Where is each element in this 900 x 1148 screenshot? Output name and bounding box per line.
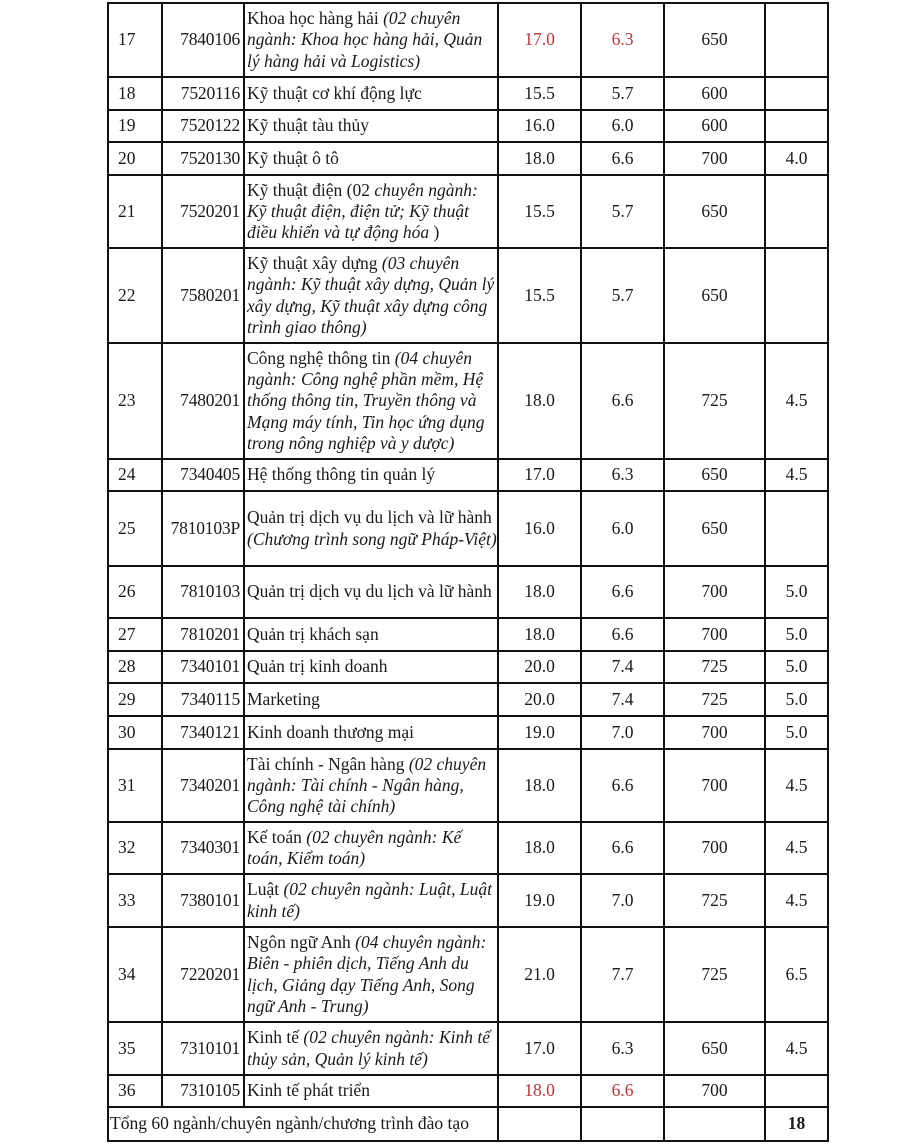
major-code: 7310105 <box>162 1075 244 1107</box>
major-detail: (02 chuyên ngành: Tài chính - Ngân hàng, Công nghệ tài chính) <box>247 753 487 817</box>
major-name: Quản trị khách sạn <box>247 623 379 644</box>
score-4: 4.5 <box>765 1022 828 1075</box>
major-detail: (Chương trình song ngữ Pháp-Việt) <box>247 528 497 549</box>
major-name-cell <box>244 874 498 927</box>
major-detail: (02 chuyên ngành: Kế toán, Kiểm toán) <box>247 826 462 868</box>
major-detail: (02 chuyên ngành: Kinh tế thủy sản, Quản lý kinh tế) <box>247 1027 491 1069</box>
score-1: 20.0 <box>498 683 581 716</box>
row-number: 34 <box>108 927 162 1022</box>
score-4: 6.5 <box>765 927 828 1022</box>
table-row <box>108 110 828 142</box>
row-number: 32 <box>108 822 162 874</box>
score-2: 7.7 <box>581 927 664 1022</box>
row-number: 36 <box>108 1075 162 1107</box>
score-2: 6.6 <box>581 749 664 822</box>
major-detail: (02 chuyên ngành: Luật, Luật kinh tế) <box>247 879 492 921</box>
table-row <box>108 874 828 927</box>
major-name-cell <box>244 77 498 110</box>
score-4: 4.5 <box>765 749 828 822</box>
major-code: 7340115 <box>162 683 244 716</box>
major-name-cell <box>244 749 498 822</box>
score-1: 18.0 <box>498 618 581 651</box>
score-1: 16.0 <box>498 110 581 142</box>
score-1: 17.0 <box>498 459 581 491</box>
table-row <box>108 142 828 175</box>
major-detail: (04 chuyên ngành: Biên - phiên dịch, Tiếng Anh du lịch, Giảng dạy Tiếng Anh, Song ngữ Anh - Trung) <box>247 932 487 1016</box>
score-3: 700 <box>664 1075 765 1107</box>
score-1: 19.0 <box>498 716 581 749</box>
major-name: Kế toán <box>247 826 302 847</box>
table-row <box>108 716 828 749</box>
major-name: Hệ thống thông tin quản lý <box>247 464 436 485</box>
score-4 <box>765 110 828 142</box>
score-4 <box>765 3 828 77</box>
major-name: Quản trị dịch vụ du lịch và lữ hành <box>247 507 492 528</box>
major-code: 7520116 <box>162 77 244 110</box>
row-number: 21 <box>108 175 162 248</box>
major-detail: (04 chuyên ngành: Công nghệ phần mềm, Hệ thống thông tin, Truyền thông và Mạng máy tính, Tin học ứng dụng trong nông nghiệp và y dược) <box>247 347 485 453</box>
score-1: 16.0 <box>498 491 581 566</box>
major-code: 7220201 <box>162 927 244 1022</box>
total-empty-cell <box>498 1107 581 1141</box>
score-2: 6.0 <box>581 110 664 142</box>
major-name-cell <box>244 459 498 491</box>
score-4 <box>765 77 828 110</box>
table-row <box>108 343 828 459</box>
major-name-cell <box>244 491 498 566</box>
row-number: 25 <box>108 491 162 566</box>
major-detail: (02 chuyên ngành: Khoa học hàng hải, Quản lý hàng hải và Logistics) <box>247 8 483 71</box>
major-code: 7480201 <box>162 343 244 459</box>
score-3: 725 <box>664 343 765 459</box>
table-row <box>108 749 828 822</box>
row-number: 17 <box>108 3 162 77</box>
score-2: 6.3 <box>581 3 664 77</box>
row-number: 23 <box>108 343 162 459</box>
major-code: 7340101 <box>162 651 244 683</box>
major-name: Kinh tế <box>247 1027 300 1048</box>
table-row <box>108 651 828 683</box>
total-value: 18 <box>765 1107 828 1141</box>
major-code: 7840106 <box>162 3 244 77</box>
row-number: 28 <box>108 651 162 683</box>
row-number: 19 <box>108 110 162 142</box>
major-code: 7810201 <box>162 618 244 651</box>
score-2: 6.6 <box>581 343 664 459</box>
major-name: Kinh doanh thương mại <box>247 721 414 742</box>
score-1: 15.5 <box>498 248 581 343</box>
major-name-cell <box>244 248 498 343</box>
score-2: 6.3 <box>581 459 664 491</box>
score-3: 650 <box>664 3 765 77</box>
total-row <box>108 1107 828 1141</box>
score-4 <box>765 491 828 566</box>
score-2: 6.3 <box>581 1022 664 1075</box>
table-row <box>108 1022 828 1075</box>
score-1: 19.0 <box>498 874 581 927</box>
major-name-cell <box>244 618 498 651</box>
score-4: 5.0 <box>765 683 828 716</box>
score-3: 600 <box>664 110 765 142</box>
score-4: 5.0 <box>765 716 828 749</box>
score-1: 18.0 <box>498 822 581 874</box>
major-name: Công nghệ thông tin <box>247 347 391 368</box>
total-empty-cell <box>581 1107 664 1141</box>
row-number: 24 <box>108 459 162 491</box>
table-row <box>108 491 828 566</box>
major-name: Kỹ thuật tàu thủy <box>247 115 369 136</box>
score-3: 725 <box>664 651 765 683</box>
table-row <box>108 459 828 491</box>
row-number: 29 <box>108 683 162 716</box>
major-name: Kỹ thuật xây dựng <box>247 253 378 274</box>
score-2: 6.0 <box>581 491 664 566</box>
score-4 <box>765 1075 828 1107</box>
score-3: 725 <box>664 927 765 1022</box>
major-name-cell <box>244 175 498 248</box>
major-name-cell <box>244 927 498 1022</box>
major-name: Kinh tế phát triển <box>247 1080 370 1101</box>
major-code: 7810103P <box>162 491 244 566</box>
total-label: Tổng 60 ngành/chuyên ngành/chương trình đào tạo <box>108 1107 498 1141</box>
major-code: 7580201 <box>162 248 244 343</box>
score-2: 6.6 <box>581 618 664 651</box>
score-3: 700 <box>664 716 765 749</box>
row-number: 31 <box>108 749 162 822</box>
score-2: 7.4 <box>581 683 664 716</box>
score-1: 20.0 <box>498 651 581 683</box>
score-2: 7.0 <box>581 874 664 927</box>
major-name-cell <box>244 142 498 175</box>
major-name-cell <box>244 716 498 749</box>
row-number: 26 <box>108 566 162 618</box>
score-1: 18.0 <box>498 749 581 822</box>
score-3: 725 <box>664 874 765 927</box>
major-name: Quản trị kinh doanh <box>247 656 388 677</box>
score-3: 650 <box>664 175 765 248</box>
row-number: 27 <box>108 618 162 651</box>
score-2: 6.6 <box>581 822 664 874</box>
major-name-cell <box>244 683 498 716</box>
major-code: 7520201 <box>162 175 244 248</box>
major-name: Tài chính - Ngân hàng <box>247 753 405 774</box>
major-name: Khoa học hàng hải <box>247 8 379 29</box>
table-row <box>108 927 828 1022</box>
major-name: Kỹ thuật điện (02 <box>247 179 370 200</box>
table-row <box>108 3 828 77</box>
row-number: 33 <box>108 874 162 927</box>
score-1: 21.0 <box>498 927 581 1022</box>
major-detail: (03 chuyên ngành: Kỹ thuật xây dựng, Quản lý xây dựng, Kỹ thuật xây dựng công trình giao thông) <box>247 253 495 337</box>
major-name: Luật <box>247 879 280 900</box>
score-2: 5.7 <box>581 175 664 248</box>
major-code: 7340405 <box>162 459 244 491</box>
row-number: 35 <box>108 1022 162 1075</box>
score-3: 650 <box>664 491 765 566</box>
score-2: 7.4 <box>581 651 664 683</box>
table-row <box>108 248 828 343</box>
admission-table <box>107 2 829 1142</box>
score-4: 4.5 <box>765 459 828 491</box>
table-row <box>108 822 828 874</box>
table-row <box>108 683 828 716</box>
major-code: 7340301 <box>162 822 244 874</box>
score-1: 15.5 <box>498 175 581 248</box>
score-2: 6.6 <box>581 142 664 175</box>
score-2: 5.7 <box>581 77 664 110</box>
score-3: 700 <box>664 142 765 175</box>
major-name-cell <box>244 566 498 618</box>
total-empty-cell <box>664 1107 765 1141</box>
major-name-cell <box>244 651 498 683</box>
major-name-cell <box>244 1022 498 1075</box>
score-3: 700 <box>664 822 765 874</box>
score-2: 5.7 <box>581 248 664 343</box>
major-name: Ngôn ngữ Anh <box>247 932 351 953</box>
score-4: 5.0 <box>765 651 828 683</box>
major-name-cell <box>244 3 498 77</box>
score-3: 725 <box>664 683 765 716</box>
major-code: 7520122 <box>162 110 244 142</box>
major-code: 7810103 <box>162 566 244 618</box>
major-code: 7310101 <box>162 1022 244 1075</box>
score-1: 15.5 <box>498 77 581 110</box>
score-4: 4.0 <box>765 142 828 175</box>
score-3: 700 <box>664 749 765 822</box>
table-row <box>108 566 828 618</box>
score-4 <box>765 175 828 248</box>
table-row <box>108 1075 828 1107</box>
major-name: Kỹ thuật cơ khí động lực <box>247 82 422 103</box>
table-row <box>108 77 828 110</box>
score-3: 700 <box>664 618 765 651</box>
score-4: 5.0 <box>765 618 828 651</box>
major-name-cell <box>244 1075 498 1107</box>
score-3: 650 <box>664 459 765 491</box>
major-name-cell <box>244 343 498 459</box>
score-2: 7.0 <box>581 716 664 749</box>
score-4: 4.5 <box>765 874 828 927</box>
score-3: 600 <box>664 77 765 110</box>
score-4: 5.0 <box>765 566 828 618</box>
score-1: 17.0 <box>498 3 581 77</box>
score-1: 18.0 <box>498 343 581 459</box>
score-4: 4.5 <box>765 343 828 459</box>
major-code: 7520130 <box>162 142 244 175</box>
score-1: 17.0 <box>498 1022 581 1075</box>
row-number: 22 <box>108 248 162 343</box>
score-3: 650 <box>664 1022 765 1075</box>
major-code: 7340201 <box>162 749 244 822</box>
row-number: 30 <box>108 716 162 749</box>
major-code: 7380101 <box>162 874 244 927</box>
row-number: 20 <box>108 142 162 175</box>
major-name-cell <box>244 110 498 142</box>
table-row <box>108 618 828 651</box>
major-name: Quản trị dịch vụ du lịch và lữ hành <box>247 581 492 602</box>
score-1: 18.0 <box>498 566 581 618</box>
major-detail-tail: ) <box>429 222 440 243</box>
major-name-cell <box>244 822 498 874</box>
major-name: Marketing <box>247 688 320 709</box>
score-1: 18.0 <box>498 1075 581 1107</box>
score-1: 18.0 <box>498 142 581 175</box>
score-2: 6.6 <box>581 566 664 618</box>
table-row <box>108 175 828 248</box>
score-4: 4.5 <box>765 822 828 874</box>
major-name: Kỹ thuật ô tô <box>247 147 339 168</box>
score-4 <box>765 248 828 343</box>
score-3: 650 <box>664 248 765 343</box>
score-3: 700 <box>664 566 765 618</box>
major-detail: chuyên ngành: Kỹ thuật điện, điện tử; Kỹ thuật điều khiển và tự động hóa <box>247 179 478 243</box>
score-2: 6.6 <box>581 1075 664 1107</box>
major-code: 7340121 <box>162 716 244 749</box>
row-number: 18 <box>108 77 162 110</box>
